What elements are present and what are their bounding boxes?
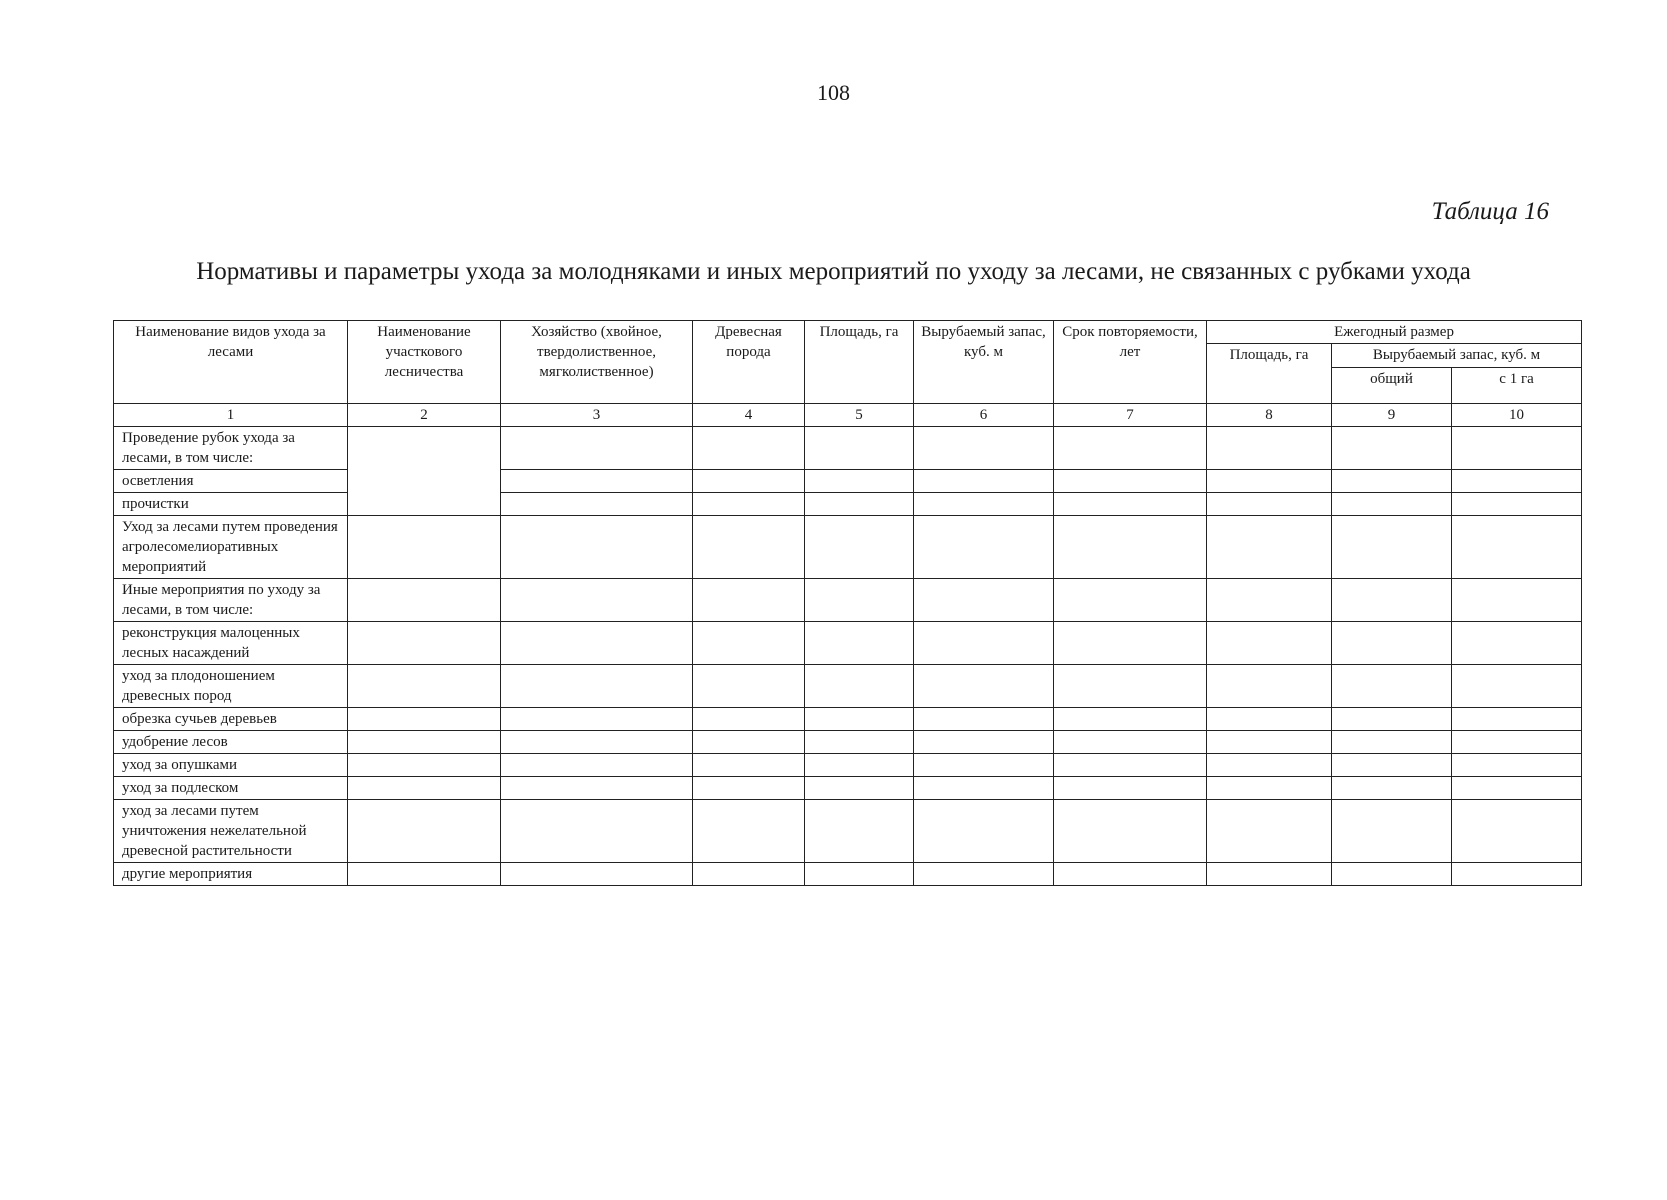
table-cell xyxy=(1452,665,1582,708)
table-cell xyxy=(1452,516,1582,579)
table-label: Таблица 16 xyxy=(1431,198,1549,225)
table-cell xyxy=(348,863,501,886)
table-cell xyxy=(1207,731,1332,754)
column-number: 4 xyxy=(693,404,805,427)
table-cell xyxy=(1054,427,1207,470)
table-cell xyxy=(805,427,914,470)
table-cell xyxy=(1452,708,1582,731)
table-cell xyxy=(1452,427,1582,470)
table-cell xyxy=(501,800,693,863)
header-economy-type: Хозяйство (хвойное, твердолиственное, мягколиственное) xyxy=(501,321,693,404)
table-cell xyxy=(1452,731,1582,754)
table-cell xyxy=(805,708,914,731)
table-cell xyxy=(1054,863,1207,886)
table-cell xyxy=(1452,579,1582,622)
table-cell xyxy=(1332,665,1452,708)
table-cell xyxy=(914,863,1054,886)
table-row xyxy=(114,863,1582,886)
column-number: 10 xyxy=(1452,404,1582,427)
table-cell xyxy=(914,731,1054,754)
table-cell xyxy=(501,622,693,665)
table-cell xyxy=(693,863,805,886)
table-cell xyxy=(693,516,805,579)
header-volume-per-ha: с 1 га xyxy=(1452,368,1582,404)
row-label: Уход за лесами путем проведения агролесомелиоративных мероприятий xyxy=(114,516,348,579)
table-cell xyxy=(1332,427,1452,470)
table-cell xyxy=(501,863,693,886)
table-cell xyxy=(805,754,914,777)
row-label: Иные мероприятия по уходу за лесами, в том числе: xyxy=(114,579,348,622)
column-number: 7 xyxy=(1054,404,1207,427)
table-cell xyxy=(805,800,914,863)
table-cell xyxy=(1207,777,1332,800)
table-cell xyxy=(914,777,1054,800)
table-cell xyxy=(1054,622,1207,665)
table-cell xyxy=(805,863,914,886)
column-number-row xyxy=(114,404,1582,427)
row-label: уход за лесами путем уничтожения нежелательной древесной растительности xyxy=(114,800,348,863)
column-number: 3 xyxy=(501,404,693,427)
table-row xyxy=(114,708,1582,731)
header-tree-species: Древесная порода xyxy=(693,321,805,404)
table-cell xyxy=(1207,665,1332,708)
column-number: 1 xyxy=(114,404,348,427)
table-cell xyxy=(501,708,693,731)
table-cell xyxy=(1207,427,1332,470)
table-cell xyxy=(914,622,1054,665)
table-cell xyxy=(693,731,805,754)
table-cell xyxy=(501,470,693,493)
table-row xyxy=(114,493,1582,516)
row-label: прочистки xyxy=(114,493,348,516)
row-label: обрезка сучьев деревьев xyxy=(114,708,348,731)
table-cell xyxy=(1332,754,1452,777)
column-number: 9 xyxy=(1332,404,1452,427)
column-number: 2 xyxy=(348,404,501,427)
table-cell xyxy=(1054,493,1207,516)
header-annual-volume: Вырубаемый запас, куб. м xyxy=(1332,344,1582,368)
table-cell xyxy=(914,470,1054,493)
table-row xyxy=(114,470,1582,493)
column-number: 8 xyxy=(1207,404,1332,427)
table-cell xyxy=(805,579,914,622)
table-row xyxy=(114,516,1582,579)
table-cell xyxy=(1054,777,1207,800)
table-cell xyxy=(693,777,805,800)
table-row xyxy=(114,665,1582,708)
table-cell xyxy=(693,754,805,777)
table-cell xyxy=(501,516,693,579)
table-cell xyxy=(1332,708,1452,731)
norms-table xyxy=(113,320,1582,886)
table-cell xyxy=(1452,622,1582,665)
table-cell xyxy=(805,777,914,800)
table-cell xyxy=(914,493,1054,516)
table-cell xyxy=(1332,516,1452,579)
row-label: удобрение лесов xyxy=(114,731,348,754)
table-cell xyxy=(693,427,805,470)
table-cell xyxy=(914,800,1054,863)
table-cell xyxy=(1207,516,1332,579)
row-label: Проведение рубок ухода за лесами, в том числе: xyxy=(114,427,348,470)
table-row xyxy=(114,731,1582,754)
table-cell xyxy=(501,579,693,622)
table-cell xyxy=(1332,863,1452,886)
row-label: уход за опушками xyxy=(114,754,348,777)
table-cell xyxy=(501,731,693,754)
table-cell xyxy=(805,665,914,708)
table-cell xyxy=(1332,470,1452,493)
table-row xyxy=(114,777,1582,800)
header-annual-area: Площадь, га xyxy=(1207,344,1332,404)
table-cell xyxy=(1207,579,1332,622)
table-row xyxy=(114,754,1582,777)
table-cell xyxy=(805,622,914,665)
table-row xyxy=(114,427,1582,470)
table-cell xyxy=(693,708,805,731)
table-cell xyxy=(693,493,805,516)
table-cell xyxy=(501,754,693,777)
header-kind-of-care: Наименование видов ухода за лесами xyxy=(114,321,348,404)
table-cell xyxy=(1207,708,1332,731)
table-cell xyxy=(914,516,1054,579)
table-cell xyxy=(693,622,805,665)
table-row xyxy=(114,579,1582,622)
table-cell xyxy=(805,516,914,579)
table-cell xyxy=(693,470,805,493)
table-cell xyxy=(1452,777,1582,800)
table-cell xyxy=(1207,470,1332,493)
table-cell xyxy=(805,493,914,516)
table-cell xyxy=(1452,493,1582,516)
header-repeat-period: Срок повторяемости, лет xyxy=(1054,321,1207,404)
table-cell xyxy=(501,665,693,708)
table-cell xyxy=(501,427,693,470)
table-cell xyxy=(1452,470,1582,493)
header-volume-total: общий xyxy=(1332,368,1452,404)
table-cell xyxy=(914,427,1054,470)
table-cell xyxy=(1207,754,1332,777)
table-cell xyxy=(914,708,1054,731)
table-cell xyxy=(1054,665,1207,708)
table-cell xyxy=(348,579,501,622)
header-annual-size: Ежегодный размер xyxy=(1207,321,1582,344)
table-cell xyxy=(1452,754,1582,777)
row-label: реконструкция малоценных лесных насаждений xyxy=(114,622,348,665)
table-cell xyxy=(1207,622,1332,665)
table-cell xyxy=(805,470,914,493)
table-cell xyxy=(1054,731,1207,754)
table-cell xyxy=(1207,493,1332,516)
table-cell xyxy=(1054,800,1207,863)
table-cell xyxy=(1332,493,1452,516)
table-cell xyxy=(1207,863,1332,886)
table-cell xyxy=(805,731,914,754)
header-cut-volume: Вырубаемый запас, куб. м xyxy=(914,321,1054,404)
table-cell xyxy=(348,516,501,579)
table-cell xyxy=(501,493,693,516)
table-title: Нормативы и параметры ухода за молодняками и иных мероприятий по уходу за лесами, не связанных с рубками ухода xyxy=(196,258,1471,285)
column-number: 6 xyxy=(914,404,1054,427)
table-cell xyxy=(348,777,501,800)
table-cell xyxy=(1452,863,1582,886)
row-label: уход за подлеском xyxy=(114,777,348,800)
table-cell xyxy=(501,777,693,800)
table-cell xyxy=(1452,800,1582,863)
table-cell xyxy=(1207,800,1332,863)
table-cell xyxy=(1054,470,1207,493)
table-cell xyxy=(1054,516,1207,579)
table-cell xyxy=(693,579,805,622)
table-cell xyxy=(1332,800,1452,863)
table-cell xyxy=(914,579,1054,622)
column-number: 5 xyxy=(805,404,914,427)
table-cell xyxy=(348,622,501,665)
table-cell xyxy=(348,754,501,777)
table-cell xyxy=(1332,579,1452,622)
table-cell xyxy=(1054,754,1207,777)
row-label: другие мероприятия xyxy=(114,863,348,886)
table-row xyxy=(114,800,1582,863)
table-cell xyxy=(1332,777,1452,800)
table-cell xyxy=(693,665,805,708)
table-cell xyxy=(693,800,805,863)
table-cell xyxy=(1332,731,1452,754)
table-cell xyxy=(348,708,501,731)
row-label: уход за плодоношением древесных пород xyxy=(114,665,348,708)
table-cell xyxy=(1054,708,1207,731)
header-forestry-district: Наименование участкового лесничества xyxy=(348,321,501,404)
table-cell xyxy=(914,665,1054,708)
table-cell xyxy=(914,754,1054,777)
header-area: Площадь, га xyxy=(805,321,914,404)
table-cell xyxy=(1332,622,1452,665)
table-cell xyxy=(348,665,501,708)
table-cell xyxy=(1054,579,1207,622)
table-cell xyxy=(348,800,501,863)
page-number: 108 xyxy=(817,80,850,105)
row-label: осветления xyxy=(114,470,348,493)
table-cell xyxy=(348,427,501,516)
table-cell xyxy=(348,731,501,754)
table-row xyxy=(114,622,1582,665)
